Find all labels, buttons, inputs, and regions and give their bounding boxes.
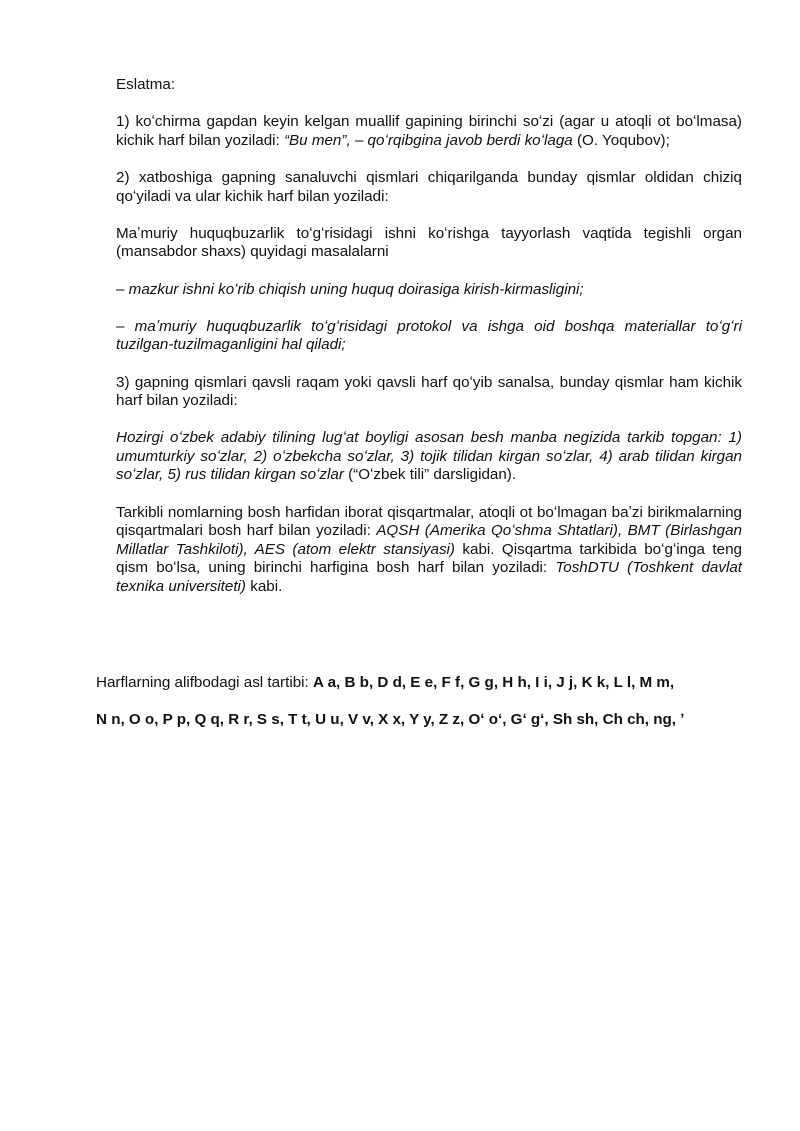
abbreviations-example-2: ToshDTU (Toshkent davlat texnika universiteti): [116, 559, 742, 596]
rule-1-source: (O. Yoqubov);: [572, 131, 670, 149]
abbreviations-text-c: kabi.: [246, 578, 283, 596]
rule-2-paragraph: 2) xatboshiga gapning sanaluvchi qismlari chiqarilganda bunday qismlar oldidan chiziq qoʻyiladi va ular kichik harf bilan yoziladi:: [116, 168, 742, 205]
rule-3-paragraph: 3) gapning qismlari qavsli raqam yoki qavsli harf qoʻyib sanalsa, bunday qismlar ham kichik harf bilan yoziladi:: [116, 373, 742, 410]
alphabet-line-2: N n, O o, P p, Q q, R r, S s, T t, U u, V v, X x, Y y, Z z, Oʻ oʻ, Gʻ gʻ, Sh sh, Ch ch, ng, ʼ: [96, 711, 685, 728]
alphabet-letters-1: A a, B b, D d, E e, F f, G g, H h, I i, J j, K k, L l, M m,: [312, 674, 675, 691]
example-2-item-1: – mazkur ishni koʻrib chiqish uning huquq doirasiga kirish-kirmasligini;: [116, 280, 584, 298]
example-2-intro: Maʼmuriy huquqbuzarlik toʻgʻrisidagi ishni koʻrishga tayyorlash vaqtida tegishli organ (mansabdor shaxs) quyidagi masalalarni: [116, 224, 742, 261]
abbreviations-text-b: kabi. Qisqartma tarkibida boʻgʻinga teng qism boʻlsa, uning birinchi harfigina bosh harf bilan yoziladi:: [116, 540, 742, 577]
alphabet-line-1: [96, 674, 756, 693]
example-2-item-2: – maʼmuriy huquqbuzarlik toʻgʻrisidagi protokol va ishga oid boshqa materiallar toʻgʻri tuzilgan-tuzilmaganligini hal qiladi;: [116, 317, 742, 354]
example-3-source: (“Oʻzbek tili” darsligidan).: [343, 466, 517, 484]
example-3-text: Hozirgi oʻzbek adabiy tilining lugʻat boyligi asosan besh manba negizida tarkib topgan: 1) umumturkiy soʻzlar, 2) oʻzbekcha soʻzlar, 3) tojik tilidan kirgan soʻzlar, 4) arab tilidan kirgan soʻzlar, 5) rus tilidan kirgan soʻzlar: [116, 429, 742, 484]
abbreviations-examples: AQSH (Amerika Qoʻshma Shtatlari), BMT (Birlashgan Millatlar Tashkiloti), AES (atom elektr stansiyasi): [116, 522, 742, 558]
rule-1-text: 1) koʻchirma gapdan keyin kelgan muallif gapining birinchi soʻzi (agar u atoqli ot boʻlmasa) kichik harf bilan yoziladi:: [116, 113, 742, 149]
document-body: [116, 76, 742, 615]
abbreviations-text-a: Tarkibli nomlarning bosh harfidan iborat qisqartmalar, atoqli ot boʻlmagan baʼzi birikmalarning qisqartmalari bosh harf bilan yoziladi:: [116, 503, 742, 540]
example-3-paragraph: [116, 429, 742, 485]
rule-1-example: “Bu men”, – qoʻrqibgina javob berdi koʻlaga: [283, 131, 573, 149]
note-heading: Eslatma:: [116, 76, 176, 93]
rule-1-paragraph: [116, 113, 742, 150]
abbreviations-paragraph: [116, 504, 742, 597]
alphabet-label: Harflarning alifbodagi asl tartibi:: [96, 674, 313, 691]
